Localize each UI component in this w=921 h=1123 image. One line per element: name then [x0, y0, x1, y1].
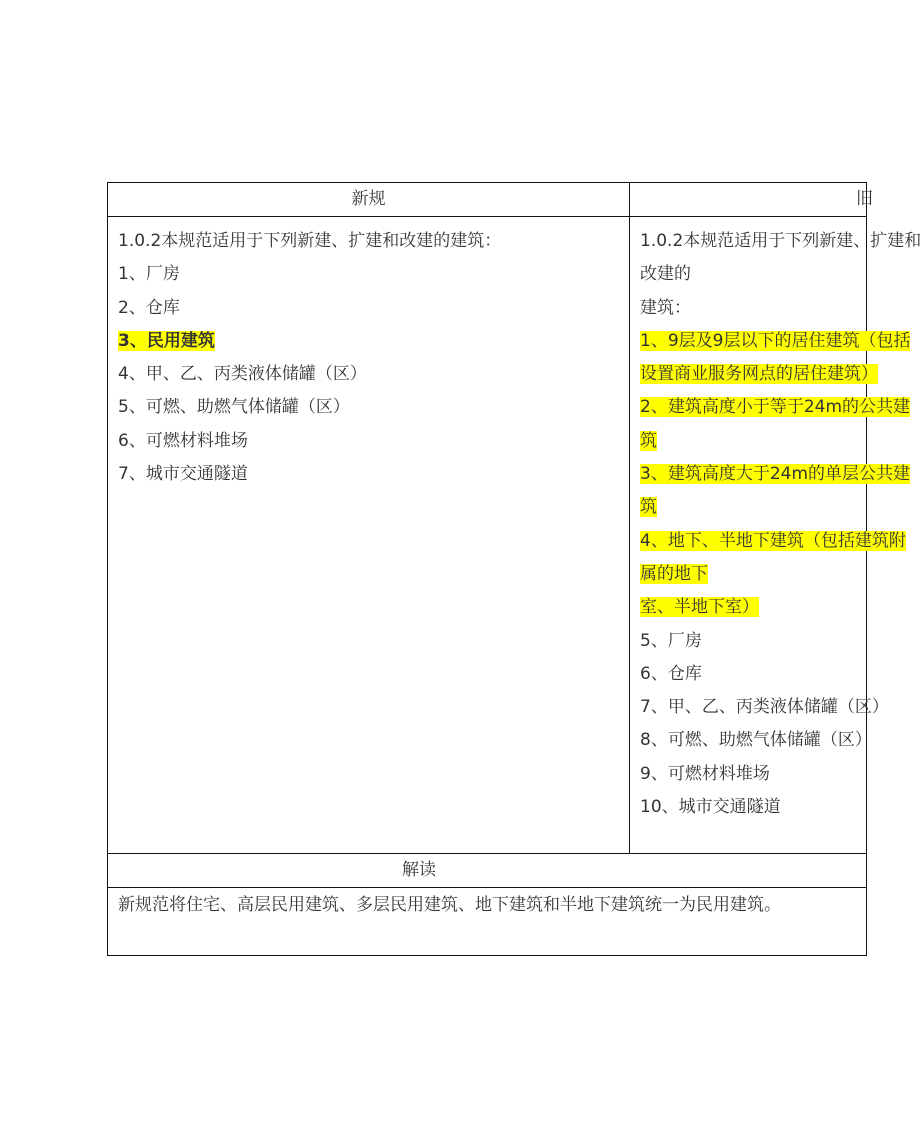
old-spec-item: 8、可燃、助燃气体储罐（区）	[640, 730, 872, 751]
interpretation-text: 新规范将住宅、高层民用建筑、多层民用建筑、地下建筑和半地下建筑统一为民用建筑。	[108, 888, 867, 955]
old-spec-item-highlighted: 室、半地下室）	[640, 597, 759, 618]
old-spec-intro: 1.0.2本规范适用于下列新建、扩建和	[640, 231, 921, 251]
table-header-row	[108, 183, 873, 217]
old-spec-cell	[630, 217, 921, 853]
new-spec-item: 7、城市交通隧道	[118, 464, 248, 485]
new-spec-item: 5、可燃、助燃气体储罐（区）	[118, 397, 350, 418]
interpretation-header-row	[108, 854, 867, 888]
old-spec-item: 6、仓库	[640, 663, 702, 684]
old-spec-item-highlighted: 筑	[640, 430, 657, 451]
interpretation-header	[108, 854, 867, 887]
header-new-spec: 新规	[108, 183, 630, 216]
new-spec-intro: 1.0.2本规范适用于下列新建、扩建和改建的建筑：	[118, 231, 502, 251]
table-body-row	[108, 217, 921, 854]
old-spec-item-highlighted: 3、建筑高度大于24m的单层公共建	[640, 464, 911, 485]
new-spec-item: 2、仓库	[118, 297, 180, 318]
old-spec-item: 7、甲、乙、丙类液体储罐（区）	[640, 697, 889, 718]
old-spec-item-highlighted: 设置商业服务网点的居住建筑）	[640, 364, 878, 385]
interpretation-body-row	[108, 888, 867, 956]
header-old-spec: 旧	[630, 183, 867, 216]
new-spec-item: 4、甲、乙、丙类液体储罐（区）	[118, 364, 367, 385]
new-spec-item: 1、厂房	[118, 264, 180, 285]
old-spec-item-highlighted: 筑	[640, 497, 657, 518]
old-spec-item: 10、城市交通隧道	[640, 797, 781, 818]
old-spec-item-highlighted: 属的地下	[640, 563, 708, 584]
old-spec-item-highlighted: 1、9层及9层以下的居住建筑（包括	[640, 330, 911, 351]
comparison-table	[107, 182, 921, 956]
interpretation-header-label: 解读	[402, 860, 436, 880]
old-spec-item: 9、可燃材料堆场	[640, 763, 770, 784]
old-spec-intro: 改建的	[640, 264, 691, 285]
new-spec-item-highlighted: 3、民用建筑	[118, 330, 215, 351]
old-spec-item-highlighted: 4、地下、半地下建筑（包括建筑附	[640, 530, 906, 551]
new-spec-item: 6、可燃材料堆场	[118, 430, 248, 451]
old-spec-item-highlighted: 2、建筑高度小于等于24m的公共建	[640, 397, 911, 418]
old-spec-intro: 建筑：	[640, 297, 691, 318]
new-spec-cell	[108, 217, 630, 853]
old-spec-item: 5、厂房	[640, 630, 702, 651]
